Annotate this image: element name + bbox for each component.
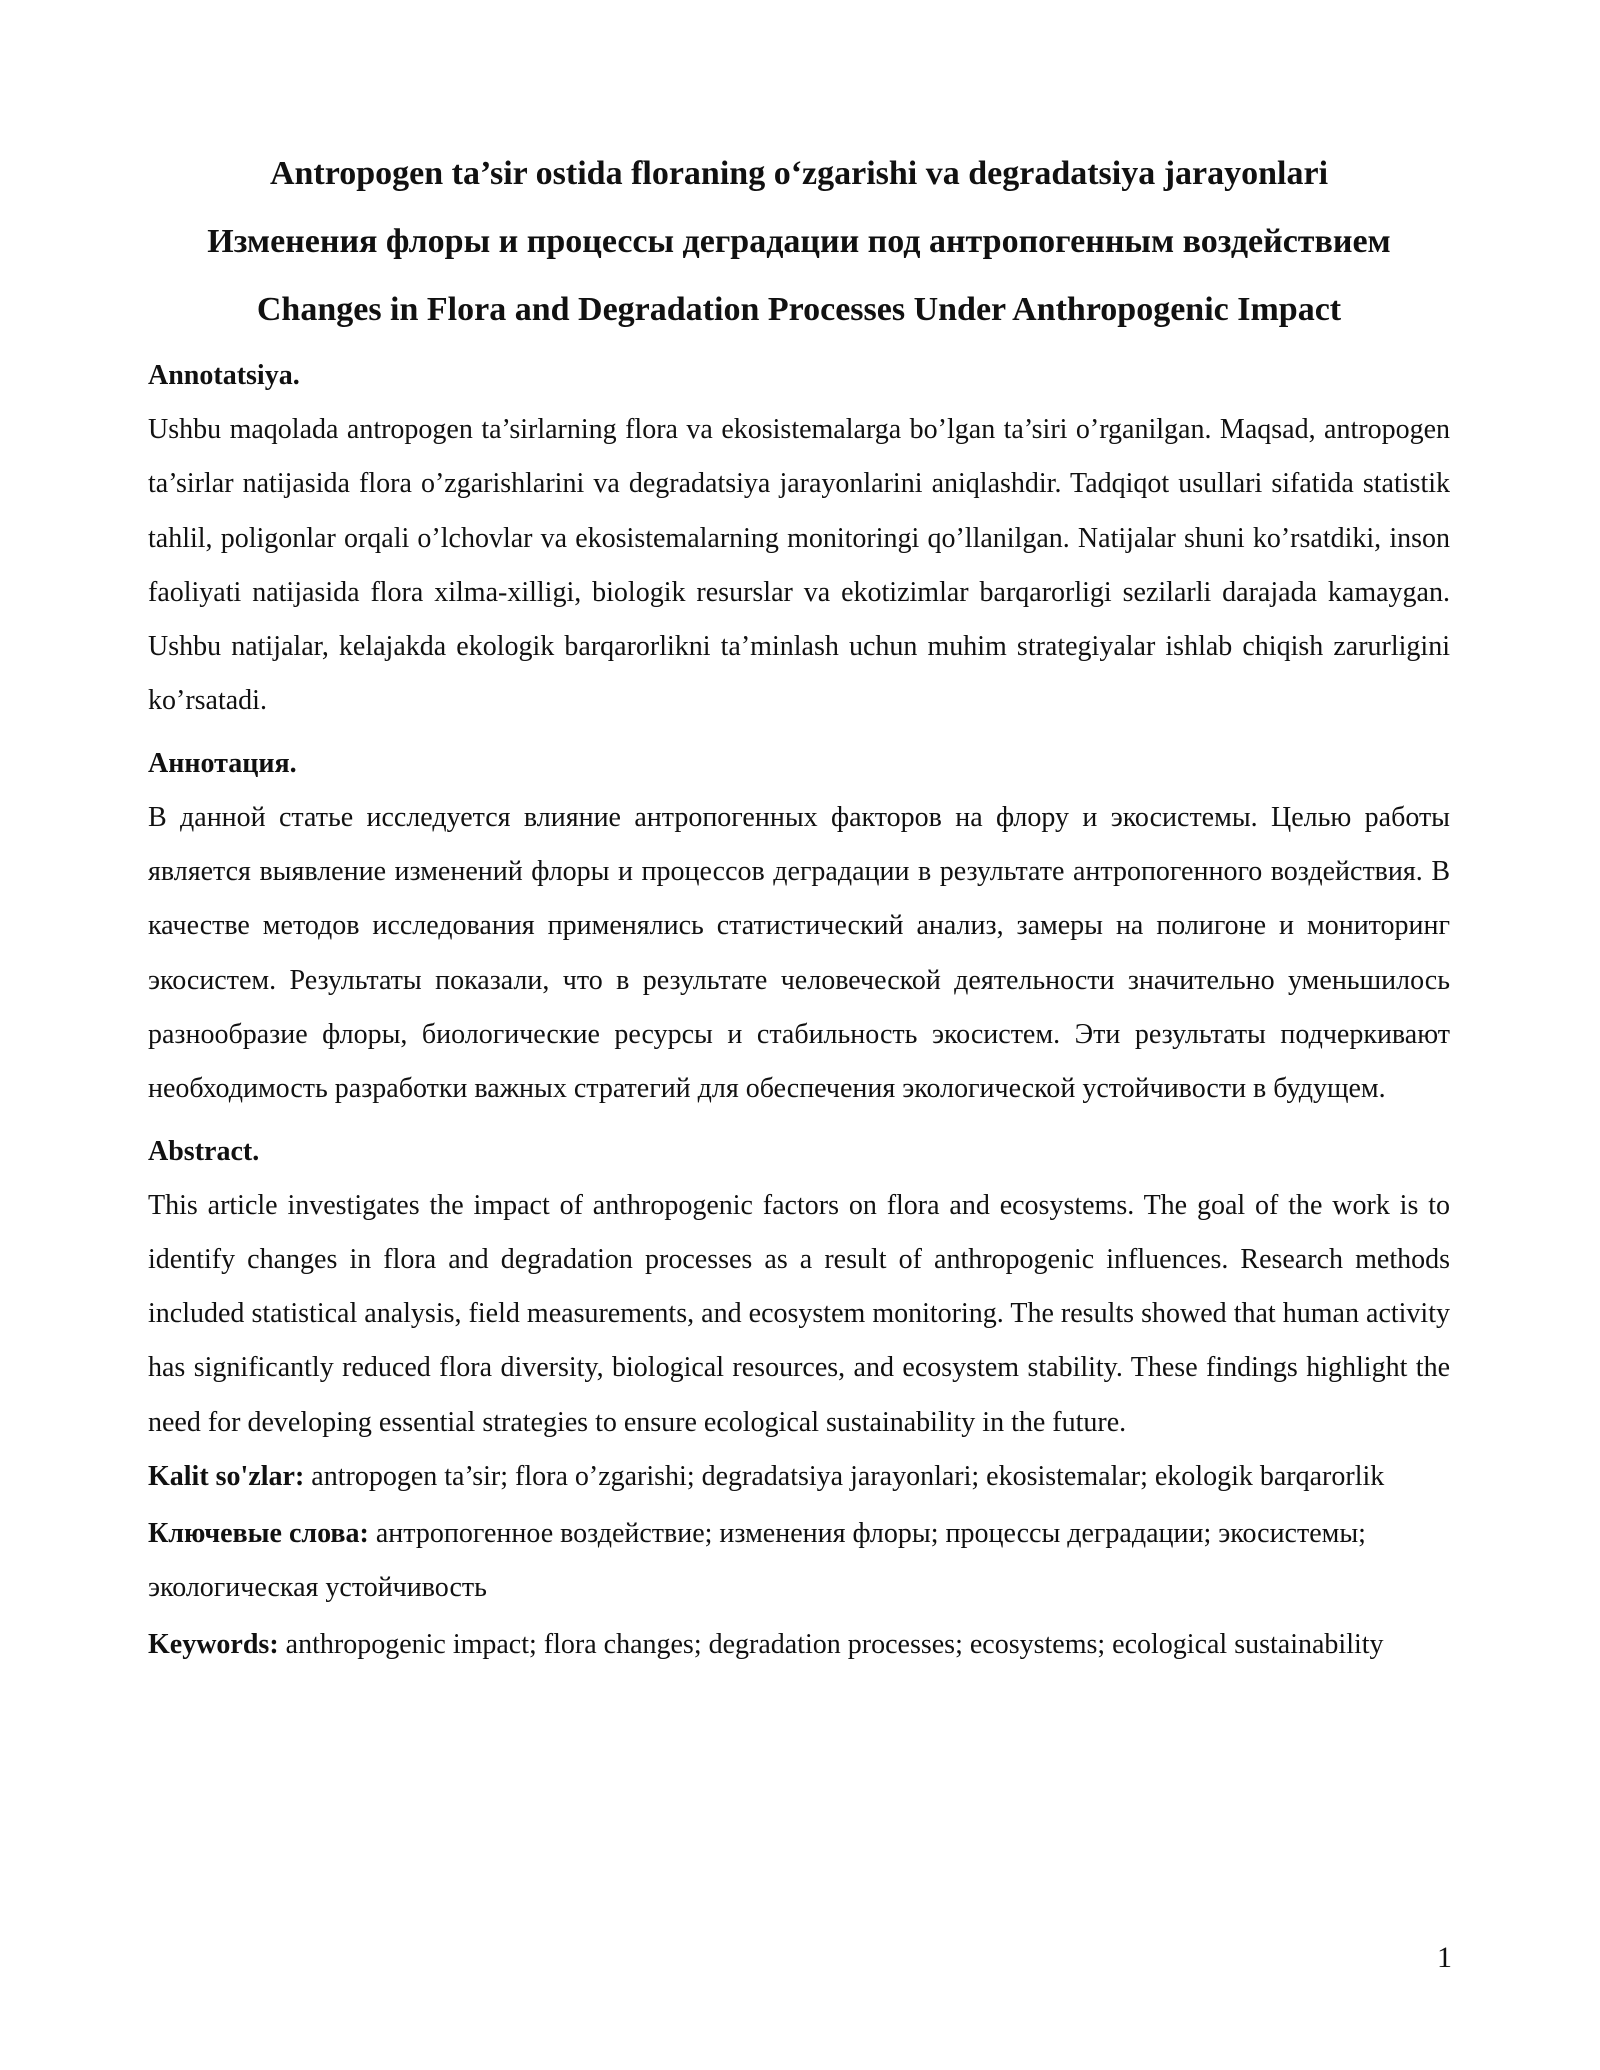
abstract-english-text: This article investigates the impact of anthropogenic factors on flora and ecosystems. The goal of the work is to identify changes in flora and degradation processes as a result of anthropogenic influences. Research methods included statistical analysis, field measurements, and ecosystem monitoring. The results showed that human activity has significantly reduced flora diversity, biological resources, and ecosystem stability. These findings highlight the need for developing essential strategies to ensure ecological sustainability in the future. bbox=[148, 1189, 1450, 1438]
keywords-english-text: anthropogenic impact; flora changes; degradation processes; ecosystems; ecological sustainability bbox=[285, 1628, 1384, 1660]
page-number: 1 bbox=[1437, 1941, 1452, 1974]
keywords-russian bbox=[148, 1507, 1450, 1616]
keywords-uzbek-text: antropogen ta’sir; flora o’zgarishi; degradatsiya jarayonlari; ekosistemalar; ekologik barqarorlik bbox=[311, 1461, 1385, 1493]
keywords-english bbox=[148, 1618, 1450, 1673]
annotation-uzbek-text: Ushbu maqolada antropogen ta’sirlarning flora va ekosistemalarga bo’lgan ta’siri o’rganilgan. Maqsad, antropogen ta’sirlar natijasida flora o’zgarishlarini va degradatsiya jarayonlarini aniqlashdir. Tadqiqot usullari sifatida statistik tahlil, poligonlar orqali o’lchovlar va ekosistemalarning monitoringi qo’llanilgan. Natijalar shuni ko’rsatdiki, inson faoliyati natijasida flora xilma-xilligi, biologik resurslar va ekotizimlar barqarorligi sezilarli darajada kamaygan. Ushbu natijalar, kelajakda ekologik barqarorlikni ta’minlash uchun muhim strategiyalar ishlab chiqish zarurligini ko’rsatadi. bbox=[148, 414, 1450, 717]
abstract-sections bbox=[148, 349, 1450, 1674]
annotation-russian-heading: Аннотация. bbox=[148, 747, 297, 779]
annotation-uzbek-heading: Annotatsiya. bbox=[148, 360, 300, 391]
keywords-section bbox=[148, 1450, 1450, 1672]
title-uzbek: Antropogen ta’sir ostida floraning o‘zgarishi va degradatsiya jarayonlari bbox=[269, 155, 1329, 192]
keywords-uzbek-label: Kalit so'zlar: bbox=[148, 1461, 305, 1493]
keywords-english-label: Keywords: bbox=[148, 1628, 279, 1660]
annotation-russian-text: В данной статье исследуется влияние антропогенных факторов на флору и экосистемы. Целью работы является выявление изменений флоры и процессов деградации в результате антропогенного воздействия. В качестве методов исследования применялись статистический анализ, замеры на полигоне и мониторинг экосистем. Результаты показали, что в результате человеческой деятельности значительно уменьшилось разнообразие флоры, биологические ресурсы и стабильность экосистем. Эти результаты подчеркивают необходимость разработки важных стратегий для обеспечения экологической устойчивости в будущем. bbox=[148, 801, 1450, 1105]
keywords-russian-label: Ключевые слова: bbox=[148, 1517, 369, 1549]
title-block bbox=[148, 140, 1450, 344]
abstract-english-heading: Abstract. bbox=[148, 1135, 260, 1167]
annotation-uzbek-section bbox=[148, 349, 1450, 729]
title-english: Changes in Flora and Degradation Processes Under Anthropogenic Impact bbox=[256, 291, 1342, 328]
abstract-english-section bbox=[148, 1125, 1450, 1450]
keywords-uzbek bbox=[148, 1450, 1450, 1505]
keywords-russian-text: антропогенное воздействие; изменения флоры; процессы деградации; экосистемы; экологическая устойчивость bbox=[148, 1517, 1366, 1604]
annotation-russian-section bbox=[148, 737, 1450, 1117]
title-russian: Изменения флоры и процессы деградации под антропогенным воздействием bbox=[207, 223, 1391, 260]
